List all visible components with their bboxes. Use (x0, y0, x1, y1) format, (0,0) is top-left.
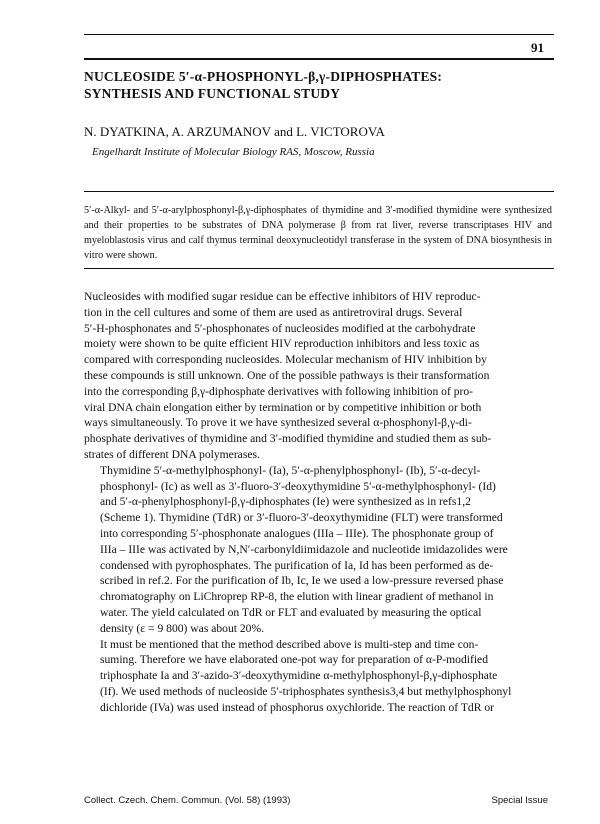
authors: N. DYATKINA, A. ARZUMANOV and L. VICTOROVA (84, 124, 385, 139)
body-line: (Scheme 1). Thymidine (TdR) or 3′-fluoro-3′-deoxythymidine (FLT) were transformed (100, 511, 503, 525)
abstract-rule-top (84, 191, 554, 192)
affiliation: Engelhardt Institute of Molecular Biology RAS, Moscow, Russia (92, 146, 375, 158)
body-line: condensed with pyrophosphates. The purification of Ia, Id has been performed as de- (100, 558, 494, 572)
body-line: (If). We used methods of nucleoside 5′-triphosphates synthesis3,4 but methylphosphonyl (100, 684, 512, 698)
body-line: strates of different DNA polymerases. (84, 447, 260, 461)
body-line: water. The yield calculated on TdR or FLT and evaluated by measuring the optical (100, 605, 482, 619)
body-line: compared with corresponding nucleosides. Molecular mechanism of HIV inhibition by (84, 353, 487, 367)
body-line: triphosphate Ia and 3′-azido-3′-deoxythymidine α-methylphosphonyl-β,γ-diphosphate (100, 669, 498, 683)
page-number: 91 (531, 40, 544, 55)
body-line: It must be mentioned that the method described above is multi-step and time con- (100, 637, 479, 651)
title-line-2: SYNTHESIS AND FUNCTIONAL STUDY (84, 86, 341, 101)
journal-footer: Collect. Czech. Chem. Commun. (Vol. 58) (1993) (84, 795, 291, 806)
body-line: moiety were shown to be quite efficient HIV reproduction inhibitors and less toxic as (84, 337, 480, 351)
body-line: into corresponding 5′-phosphonate analogues (IIIa – IIIe). The phosphonate group of (100, 526, 494, 540)
body-line: and 5′-α-phenylphosphonyl-β,γ-diphosphates (Ie) were synthesized as in refs1,2 (100, 495, 471, 509)
title-line-1: NUCLEOSIDE 5′-α-PHOSPHONYL-β,γ-DIPHOSPHATES: (84, 69, 443, 84)
body-line: Nucleosides with modified sugar residue can be effective inhibitors of HIV reproduc- (84, 290, 481, 303)
body-line: dichloride (IVa) was used instead of phosphorus oxychloride. The reaction of TdR or (100, 700, 494, 714)
body-line: density (ε = 9 800) was about 20%. (100, 621, 265, 635)
body-line: tion in the cell cultures and some of them are used as antiretroviral drugs. Several (84, 305, 463, 319)
article-body (84, 289, 552, 716)
body-line: ways simultaneously. To prove it we have synthesized several α-phosphonyl-β,γ-di- (84, 416, 472, 430)
body-line: 5′-H-phosphonates and 5′-phosphonates of nucleosides modified at the carbohydrate (84, 321, 476, 335)
body-line: these compounds is still unknown. One of the possible pathways is their transformation (84, 368, 490, 382)
body-line: viral DNA chain elongation either by termination or by competitive inhibition or both (84, 400, 482, 414)
body-line: into the corresponding β,γ-diphosphate derivatives with following inhibition of pro- (84, 384, 474, 398)
article-title (84, 68, 554, 102)
abstract-rule-bottom (84, 268, 554, 269)
header-rule-top (84, 34, 554, 35)
body-paragraph-3 (84, 637, 552, 716)
body-line: phosphate derivatives of thymidine and 3′-modified thymidine and studied them as sub- (84, 432, 492, 446)
body-line: suming. Therefore we have elaborated one-pot way for preparation of α-P-modified (100, 653, 488, 667)
body-line: scribed in ref.2. For the purification of Ib, Ic, Ie we used a low-pressure reversed phase (100, 574, 504, 588)
body-line: IIIa – IIIe was activated by N,N′-carbonyldiimidazole and nucleotide imidazolides were (100, 542, 508, 556)
body-line: phosphonyl- (Ic) as well as 3′-fluoro-3′-deoxythymidine 5′-α-methylphosphonyl- (Id) (100, 479, 496, 493)
body-line: chromatography on LiChroprep RP-8, the elution with linear gradient of methanol in (100, 590, 494, 604)
abstract: 5′-α-Alkyl- and 5′-α-arylphosphonyl-β,γ-diphosphates of thymidine and 3′-modified thymidine were synthesized and their properties to be substrates of DNA polymerase β from rat liver, reverse transcriptases HIV and myeloblastosis virus and calf thymus terminal deoxynucleotidyl transferase in the system of DNA biosynthesis in vitro were shown. (84, 205, 552, 261)
body-paragraph-1 (84, 289, 552, 463)
body-paragraph-2 (84, 463, 552, 637)
header-rule-bottom (84, 58, 554, 60)
body-line: Thymidine 5′-α-methylphosphonyl- (Ia), 5′-α-phenylphosphonyl- (Ib), 5′-α-decyl- (100, 463, 481, 477)
issue-footer: Special Issue (491, 795, 548, 806)
